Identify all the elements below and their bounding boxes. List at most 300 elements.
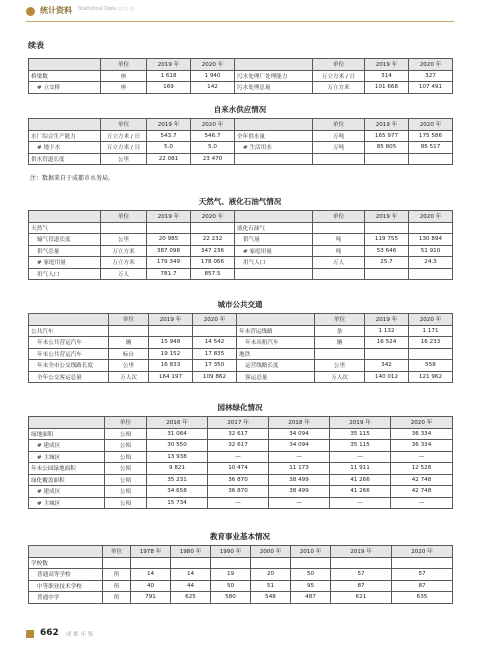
table-cell: 万立方米 [101, 257, 147, 269]
water-supply-title: 自来水供应情况 [213, 105, 267, 114]
table-cell: 吨 [313, 245, 365, 257]
column-header: 单位 [315, 314, 365, 326]
table-cell: 输气管道长度 [29, 234, 101, 246]
table-cell: 41 266 [330, 486, 391, 498]
table-cell: 11 173 [269, 463, 330, 475]
table-cell: 供水管道长度 [29, 153, 101, 165]
column-header: 2018 年 [269, 417, 330, 429]
column-header: 单位 [313, 211, 365, 223]
table-row [29, 325, 453, 337]
table-cell [101, 222, 147, 234]
table-cell: 辆 [315, 337, 365, 349]
table-cell [131, 557, 171, 569]
table-cell: 13 938 [147, 451, 208, 463]
column-header [235, 119, 313, 131]
table-cell: 16 833 [149, 360, 193, 372]
table-cell: 普通中学 [29, 592, 103, 604]
table-cell: 水厂综合生产能力 [29, 130, 101, 142]
column-header [235, 59, 313, 71]
table-cell: # 主城区 [29, 451, 105, 463]
table-cell: 绿化覆盖面积 [29, 474, 105, 486]
table-row [29, 557, 453, 569]
table-cell: 38 499 [269, 486, 330, 498]
table-cell: 35 115 [330, 428, 391, 440]
table-cell: 供气总量 [29, 245, 101, 257]
table-cell: 污水处理总量 [235, 82, 313, 94]
column-header [29, 119, 101, 131]
table-row [29, 580, 453, 592]
table-cell: 57 [331, 569, 392, 581]
table-cell: 635 [392, 592, 453, 604]
table-cell: 169 [147, 82, 191, 94]
table-row [29, 153, 453, 165]
table-row [29, 130, 453, 142]
page-number: 662 [40, 628, 59, 638]
table-cell: 1 940 [191, 70, 235, 82]
table-cell: 36 334 [391, 440, 453, 452]
table-cell: 17 350 [193, 360, 237, 372]
section-title: 统计资料 [40, 6, 72, 15]
table-cell: 140 012 [365, 371, 409, 383]
table-cell: 31 084 [147, 428, 208, 440]
table-cell: 地铁 [237, 348, 315, 360]
table-cell: 41 266 [330, 474, 391, 486]
table-cell: 20 985 [147, 234, 191, 246]
table-cell: 座 [101, 70, 147, 82]
table-row [29, 440, 453, 452]
column-header [29, 314, 109, 326]
table-cell: 51 910 [409, 245, 453, 257]
table-row [29, 474, 453, 486]
table-cell [365, 153, 409, 165]
table-cell: 621 [331, 592, 392, 604]
table-cell: 51 [251, 580, 291, 592]
table-cell: 23 470 [191, 153, 235, 165]
table-cell: 9 821 [147, 463, 208, 475]
table-cell: 万人次 [315, 371, 365, 383]
table-cell [409, 268, 453, 280]
table-header-row [29, 119, 453, 131]
header-rule [26, 21, 454, 22]
table-cell: 16 233 [409, 337, 453, 349]
table-cell: 年末营运线路 [237, 325, 315, 337]
table-header-row [29, 314, 453, 326]
table-cell: 32 617 [208, 440, 269, 452]
table-cell: 公里 [315, 360, 365, 372]
table-cell: 天然气 [29, 222, 101, 234]
column-header: 2017 年 [208, 417, 269, 429]
table-cell [171, 557, 211, 569]
column-header [237, 314, 315, 326]
table-cell: 客运总量 [237, 371, 315, 383]
table-cell: 绿地面积 [29, 428, 105, 440]
column-header: 2019 年 [147, 211, 191, 223]
table-cell: # 立交桥 [29, 82, 101, 94]
table-cell: 387 098 [147, 245, 191, 257]
table-cell: 109 862 [193, 371, 237, 383]
table-cell [313, 268, 365, 280]
column-header: 2020 年 [409, 211, 453, 223]
table-cell: 53 646 [365, 245, 409, 257]
table-cell: 标台 [109, 348, 149, 360]
table-cell [149, 325, 193, 337]
table-cell: 万吨 [313, 142, 365, 154]
table-cell: 14 [131, 569, 171, 581]
table-cell: 57 [392, 569, 453, 581]
column-header: 2020 年 [409, 59, 453, 71]
table-cell: 35 231 [147, 474, 208, 486]
continued-label: 续表 [28, 41, 44, 50]
table-cell: 87 [392, 580, 453, 592]
table-cell: 22 232 [191, 234, 235, 246]
table-cell: 公顷 [105, 486, 147, 498]
table-row [29, 371, 453, 383]
table-cell: 19 [211, 569, 251, 581]
table-cell: 万人 [313, 257, 365, 269]
table-cell: 107 491 [409, 82, 453, 94]
table-cell: 327 [409, 70, 453, 82]
table-cell: 15 734 [147, 497, 208, 509]
table-cell: 5.0 [191, 142, 235, 154]
table-row [29, 234, 453, 246]
table-cell [365, 268, 409, 280]
table-cell: 用气人口 [29, 268, 101, 280]
table-cell: 34 094 [269, 428, 330, 440]
table-public-transit [28, 313, 453, 383]
footer-marker-icon [26, 630, 34, 638]
table-cell [409, 348, 453, 360]
table-cell: 运营线路长度 [237, 360, 315, 372]
table-cell: # 家庭用量 [29, 257, 101, 269]
column-header: 2020 年 [191, 211, 235, 223]
table-row [29, 82, 453, 94]
table-cell: 普通高等学校 [29, 569, 103, 581]
table-cell: 179 349 [147, 257, 191, 269]
table-cell: 36 870 [208, 474, 269, 486]
table-cell [109, 325, 149, 337]
column-header: 2020 年 [391, 417, 453, 429]
table-row [29, 337, 453, 349]
table-cell: # 建成区 [29, 486, 105, 498]
table-cell: 供气量 [235, 234, 313, 246]
table-row [29, 463, 453, 475]
table-row [29, 360, 453, 372]
table-cell [365, 222, 409, 234]
table-cell: 342 [365, 360, 409, 372]
table-cell: 15 948 [149, 337, 193, 349]
table-cell: # 建成区 [29, 440, 105, 452]
column-header: 2019 年 [365, 314, 409, 326]
table-row [29, 451, 453, 463]
table-cell: 175 586 [409, 130, 453, 142]
table-cell: # 主城区 [29, 497, 105, 509]
table-cell: 121 962 [409, 371, 453, 383]
table-cell: 487 [291, 592, 331, 604]
table-cell: 辆 [109, 337, 149, 349]
table-cell: 791 [131, 592, 171, 604]
table-cell: — [208, 497, 269, 509]
table-cell: 101 668 [365, 82, 409, 94]
table-header-row [29, 546, 453, 558]
table-cell: 学校数 [29, 557, 103, 569]
table-cell: 36 870 [208, 486, 269, 498]
table-cell: 130 894 [409, 234, 453, 246]
table-cell: # 生活用水 [235, 142, 313, 154]
column-header: 2019 年 [365, 211, 409, 223]
table-cell: 公顷 [105, 451, 147, 463]
table-row [29, 486, 453, 498]
table-cell: 16 524 [365, 337, 409, 349]
column-header [29, 59, 101, 71]
table-cell: 95 [291, 580, 331, 592]
table-cell: 85 805 [365, 142, 409, 154]
table-cell [191, 222, 235, 234]
table-cell [365, 348, 409, 360]
table-cell: 165 977 [365, 130, 409, 142]
table-cell: # 家庭用量 [235, 245, 313, 257]
table-cell: 625 [171, 592, 211, 604]
table-cell: — [330, 451, 391, 463]
table-cell: 12 528 [391, 463, 453, 475]
table-cell: 5.0 [147, 142, 191, 154]
table-cell [147, 222, 191, 234]
table-cell [313, 153, 365, 165]
column-header: 2020 年 [409, 119, 453, 131]
table-water-supply [28, 118, 453, 165]
table-cell: 314 [365, 70, 409, 82]
table-cell: 543.7 [147, 130, 191, 142]
table-cell: 38 499 [269, 474, 330, 486]
column-header [29, 417, 105, 429]
table-cell: 558 [409, 360, 453, 372]
table-cell: 22 081 [147, 153, 191, 165]
table-cell: 11 911 [330, 463, 391, 475]
table-cell: 中等职业技术学校 [29, 580, 103, 592]
table-cell: 全年供水量 [235, 130, 313, 142]
column-header: 2019 年 [330, 417, 391, 429]
table-row [29, 592, 453, 604]
table-cell: 34 094 [269, 440, 330, 452]
table-cell [313, 222, 365, 234]
table-cell: 580 [211, 592, 251, 604]
table-cell [211, 557, 251, 569]
table-cell: 公顷 [105, 428, 147, 440]
table-cell: 347 236 [191, 245, 235, 257]
table-row [29, 142, 453, 154]
water-supply-note: 注：数据来自于成都市水务局。 [30, 175, 115, 182]
table-cell: 17 835 [193, 348, 237, 360]
column-header: 单位 [101, 211, 147, 223]
column-header: 2019 年 [365, 59, 409, 71]
table-cell [235, 153, 313, 165]
column-header [29, 546, 103, 558]
table-cell [409, 222, 453, 234]
table-cell: 178 066 [191, 257, 235, 269]
column-header: 2019 年 [365, 119, 409, 131]
column-header: 单位 [101, 59, 147, 71]
table-cell: 42 748 [391, 474, 453, 486]
table-cell: 32 617 [208, 428, 269, 440]
education-title: 教育事业基本情况 [210, 532, 270, 541]
table-row [29, 497, 453, 509]
table-cell: 所 [103, 592, 131, 604]
table-header-row [29, 417, 453, 429]
table-cell: — [269, 451, 330, 463]
table-cell: 万立方米 / 日 [101, 142, 147, 154]
column-header: 1980 年 [171, 546, 211, 558]
table-cell: 1 132 [365, 325, 409, 337]
gas-title: 天然气、液化石油气情况 [198, 197, 282, 206]
table-header-row [29, 59, 453, 71]
table-cell: 万立方米 / 日 [101, 130, 147, 142]
table-cell: 公顷 [105, 463, 147, 475]
table-cell: 14 542 [193, 337, 237, 349]
table-cell: 万人次 [109, 371, 149, 383]
public-transit-title: 城市公共交通 [217, 300, 263, 309]
table-cell: — [269, 497, 330, 509]
column-header: 单位 [109, 314, 149, 326]
table-cell: 公里 [101, 234, 147, 246]
table-cell: 164 197 [149, 371, 193, 383]
table-cell: 桥梁数 [29, 70, 101, 82]
table-cell [392, 557, 453, 569]
table-cell: 50 [291, 569, 331, 581]
column-header: 2020 年 [392, 546, 453, 558]
table-row [29, 348, 453, 360]
section-logo-icon [26, 7, 35, 16]
column-header: 2016 年 [147, 417, 208, 429]
table-cell: 污水处理厂处理能力 [235, 70, 313, 82]
table-cell: 公顷 [105, 497, 147, 509]
table-cell: 年末出租汽车 [237, 337, 315, 349]
table-cell: 年末公园绿地面积 [29, 463, 105, 475]
table-cell: 万立方米 [313, 82, 365, 94]
table-cell [235, 268, 313, 280]
section-subtitle: Statistical Data ○ ○ ○ [78, 6, 135, 12]
table-cell: 液化石油气 [235, 222, 313, 234]
table-cell: 85 517 [409, 142, 453, 154]
table-cell: 42 748 [391, 486, 453, 498]
table-cell: 公顷 [105, 440, 147, 452]
table-row [29, 245, 453, 257]
table-cell: 年末公共营运汽车 [29, 348, 109, 360]
table-cell: 公里 [109, 360, 149, 372]
table-cell: # 地下水 [29, 142, 101, 154]
table-cell [331, 557, 392, 569]
table-cell [315, 348, 365, 360]
table-cell: 119 755 [365, 234, 409, 246]
table-cell: 25.7 [365, 257, 409, 269]
table-cell [193, 325, 237, 337]
column-header: 1990 年 [211, 546, 251, 558]
column-header: 2019 年 [147, 59, 191, 71]
table-cell: 年末全市公交线路长度 [29, 360, 109, 372]
table-cell: 万人 [101, 268, 147, 280]
column-header: 2010 年 [291, 546, 331, 558]
column-header: 2019 年 [149, 314, 193, 326]
table-cell [409, 153, 453, 165]
table-cell: 吨 [313, 234, 365, 246]
table-cell: 142 [191, 82, 235, 94]
table-cell: 公里 [101, 153, 147, 165]
column-header [29, 211, 101, 223]
column-header: 2020 年 [191, 119, 235, 131]
page-footer [0, 626, 480, 646]
table-cell: 857.5 [191, 268, 235, 280]
table-cell: 87 [331, 580, 392, 592]
table-cell: 24.3 [409, 257, 453, 269]
table-cell: 所 [103, 580, 131, 592]
column-header: 1978 年 [131, 546, 171, 558]
table-cell: 40 [131, 580, 171, 592]
column-header: 2020 年 [409, 314, 453, 326]
table-cell: — [391, 451, 453, 463]
table-cell [291, 557, 331, 569]
table-cell: 34 658 [147, 486, 208, 498]
table-cell: 546.7 [191, 130, 235, 142]
table-cell: 万立方米 [101, 245, 147, 257]
table-cell: 50 [211, 580, 251, 592]
table-cell: 20 [251, 569, 291, 581]
table-row [29, 257, 453, 269]
column-header: 单位 [101, 119, 147, 131]
table-gas [28, 210, 453, 280]
table-cell: 全年公交客运总量 [29, 371, 109, 383]
table-cell: 10 474 [208, 463, 269, 475]
column-header: 2000 年 [251, 546, 291, 558]
table-cell: 30 550 [147, 440, 208, 452]
table-cell: 万吨 [313, 130, 365, 142]
table-cell: — [208, 451, 269, 463]
column-header: 单位 [313, 59, 365, 71]
column-header: 2020 年 [191, 59, 235, 71]
table-cell: 19 152 [149, 348, 193, 360]
table-row [29, 222, 453, 234]
table-cell: 1 171 [409, 325, 453, 337]
column-header: 2020 年 [193, 314, 237, 326]
table-cell: 用气人口 [235, 257, 313, 269]
table-cell: 44 [171, 580, 211, 592]
table-cell: 1 618 [147, 70, 191, 82]
table-cell [251, 557, 291, 569]
table-row [29, 268, 453, 280]
table-cell: 公顷 [105, 474, 147, 486]
table-greening [28, 416, 453, 509]
column-header: 2019 年 [147, 119, 191, 131]
greening-title: 园林绿化情况 [217, 403, 263, 412]
table-header-row [29, 211, 453, 223]
table-row [29, 428, 453, 440]
column-header [235, 211, 313, 223]
book-name: 成 都 年 鉴 [66, 632, 94, 638]
table-cell: 座 [101, 82, 147, 94]
table-row [29, 70, 453, 82]
table-cell: 条 [315, 325, 365, 337]
table-cell: 年末公共营运汽车 [29, 337, 109, 349]
table-cell: 781.7 [147, 268, 191, 280]
table-row [29, 569, 453, 581]
table-cell: 万立方米 / 日 [313, 70, 365, 82]
table-cell: 35 115 [330, 440, 391, 452]
table-cell: 36 334 [391, 428, 453, 440]
table-cell: — [391, 497, 453, 509]
column-header: 单位 [313, 119, 365, 131]
column-header: 单位 [103, 546, 131, 558]
table-cell: 548 [251, 592, 291, 604]
table-cell: — [330, 497, 391, 509]
column-header: 2019 年 [331, 546, 392, 558]
page-header [0, 0, 480, 24]
